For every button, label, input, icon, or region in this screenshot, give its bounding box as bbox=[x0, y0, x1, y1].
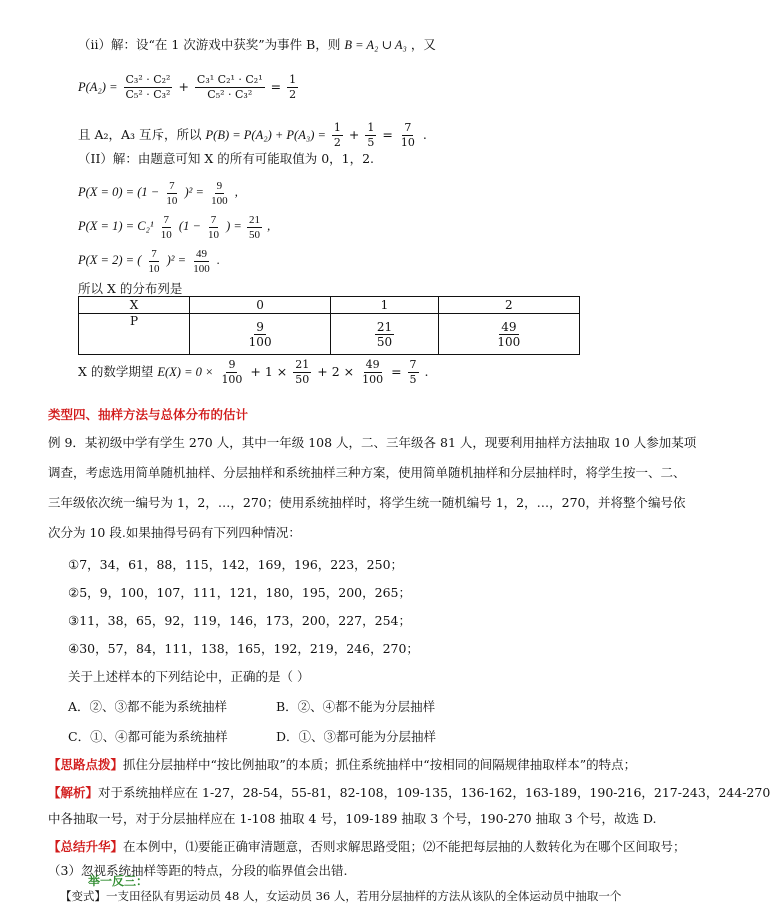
px2-formula: P(X = 2) = ( $\frac{7}{10}$ )² = $\frac{49}{100}$ . bbox=[78, 247, 220, 275]
option-a: A．②、③都不能为系统抽样 bbox=[68, 699, 228, 714]
event-b-expr: B = A₂ ∪ A₃ bbox=[344, 38, 407, 52]
table-header-row: X 0 1 2 bbox=[79, 297, 580, 314]
option-c: C．①、④都可能为系统抽样 bbox=[68, 729, 228, 744]
pa2-term-1: $\frac{\text{C₃² · C₂²}}{\text{C₅² · C₃²}}$ bbox=[125, 73, 171, 101]
dist-intro: 所以 X 的分布列是 bbox=[78, 281, 183, 296]
sample-4: ④30，57，84，111，138，165，192，219，246，270； bbox=[68, 641, 419, 656]
question-line: 关于上述样本的下列结论中，正确的是（ ） bbox=[68, 669, 310, 684]
part-ii-line bbox=[78, 36, 436, 54]
pa2-formula: P(A₂) = $\frac{\text{C₃² · C₂²}}{\text{C₅² · C₃²}}$ + $\frac{\text{C₃¹ C₂¹ · C₂¹}}{\text{C₅² · C₃²}}$ = $\frac{1}{2}$ bbox=[78, 73, 297, 101]
example-line-2: 调查，考虑选用简单随机抽样、分层抽样和系统抽样三种方案，使用简单随机抽样和分层抽样时，将学生按一、二、 bbox=[48, 465, 686, 480]
pb-frac-2: $\frac{1}{5}$ bbox=[367, 121, 375, 149]
example-line-1: 例 9．某初级中学有学生 270 人，其中一年级 108 人，二、三年级各 81 人，现要利用抽样方法抽取 10 人参加某项 bbox=[48, 435, 697, 450]
variant-line: 【变式】一支田径队有男运动员 48 人，女运动员 36 人，若用分层抽样的方法从该队的全体运动员中抽取一个 bbox=[60, 889, 622, 903]
sample-3: ③11，38，65，92，119，146，173，200，227，254； bbox=[68, 613, 411, 628]
pb-frac-1: $\frac{1}{2}$ bbox=[333, 121, 341, 149]
option-b: B．②、④都不能为分层抽样 bbox=[276, 699, 436, 714]
hint-tag: 【思路点拨】 bbox=[48, 757, 124, 772]
analysis-line-1: 【解析】对于系统抽样应在 1-27，28-54，55-81，82-108，109-135，136-162，163-189，190-216，217-243，244-270 bbox=[48, 785, 770, 800]
analysis-tag: 【解析】 bbox=[48, 785, 99, 800]
analysis-line-2: 中各抽取一号，对于分层抽样应在 1-108 抽取 4 号，109-189 抽取 3 个号，190-270 抽取 3 个号，故选 D. bbox=[48, 811, 657, 826]
expectation-line: X 的数学期望 E(X) = 0 × $\frac{9}{100}$ + 1 × $\frac{21}{50}$ + 2 × $\frac{49}{100}$ = $\frac{7}{5}$ . bbox=[78, 358, 429, 386]
part-ii-head: （ii）解：设“在 1 次游戏中获奖”为事件 B，则 bbox=[78, 37, 341, 52]
hint-line: 【思路点拨】抓住分层抽样中“按比例抽取”的本质；抓住系统抽样中“按相同的间隔规律抽取样本”的特点； bbox=[48, 757, 637, 772]
section-title: 类型四、抽样方法与总体分布的估计 bbox=[48, 407, 249, 422]
example-line-4: 次分为 10 段.如果抽得号码有下列四种情况： bbox=[48, 525, 301, 540]
option-d: D．①、③都可能为分层抽样 bbox=[276, 729, 437, 744]
table-prob-row: P $\frac{9}{100}$ $\frac{21}{50}$ $\frac{49}{100}$ bbox=[79, 314, 580, 355]
sample-1: ①7，34，61，88，115，142，169，196，223，250； bbox=[68, 557, 404, 572]
example-line-3: 三年级依次统一编号为 1，2，…，270；使用系统抽样时，将学生统一随机编号 1，2，…，270，并将整个编号依 bbox=[48, 495, 686, 510]
distribution-table bbox=[78, 296, 580, 355]
pb-frac-3: $\frac{7}{10}$ bbox=[400, 121, 415, 149]
px1-formula: P(X = 1) = C₂¹ $\frac{7}{10}$ (1 − $\frac{7}{10}$ ) = $\frac{21}{50}$ , bbox=[78, 213, 271, 241]
pa2-term-3: $\frac{1}{2}$ bbox=[289, 73, 297, 101]
summary-line-1: 【总结升华】在本例中，⑴要能正确审清题意，否则求解思路受阻；⑵不能把每层抽的人数转化为在哪个区间取号； bbox=[48, 839, 686, 854]
summary-tag: 【总结升华】 bbox=[48, 839, 124, 854]
pa2-term-2: $\frac{\text{C₃¹ C₂¹ · C₂¹}}{\text{C₅² · C₃²}}$ bbox=[196, 73, 263, 101]
practice-title: 举一反三： bbox=[88, 874, 149, 888]
summary-line-2: （3）忽视系统抽样等距的特点，分段的临界值会出错. bbox=[48, 863, 348, 878]
mutual-line: 且 A₂，A₃ 互斥，所以 P(B) = P(A₂) + P(A₃) = $\frac{1}{2}$ + $\frac{1}{5}$ = $\frac{7}{10}$ . bbox=[78, 121, 427, 149]
part-II-line: （II）解：由题意可知 X 的所有可能取值为 0，1，2. bbox=[78, 151, 375, 166]
px0-formula: P(X = 0) = (1 − $\frac{7}{10}$ )² = $\frac{9}{100}$ , bbox=[78, 179, 238, 207]
pa2-label: P(A₂) = bbox=[78, 80, 118, 94]
sample-2: ②5，9，100，107，111，121，180，195，200，265； bbox=[68, 585, 411, 600]
part-ii-tail: ，又 bbox=[410, 37, 436, 52]
